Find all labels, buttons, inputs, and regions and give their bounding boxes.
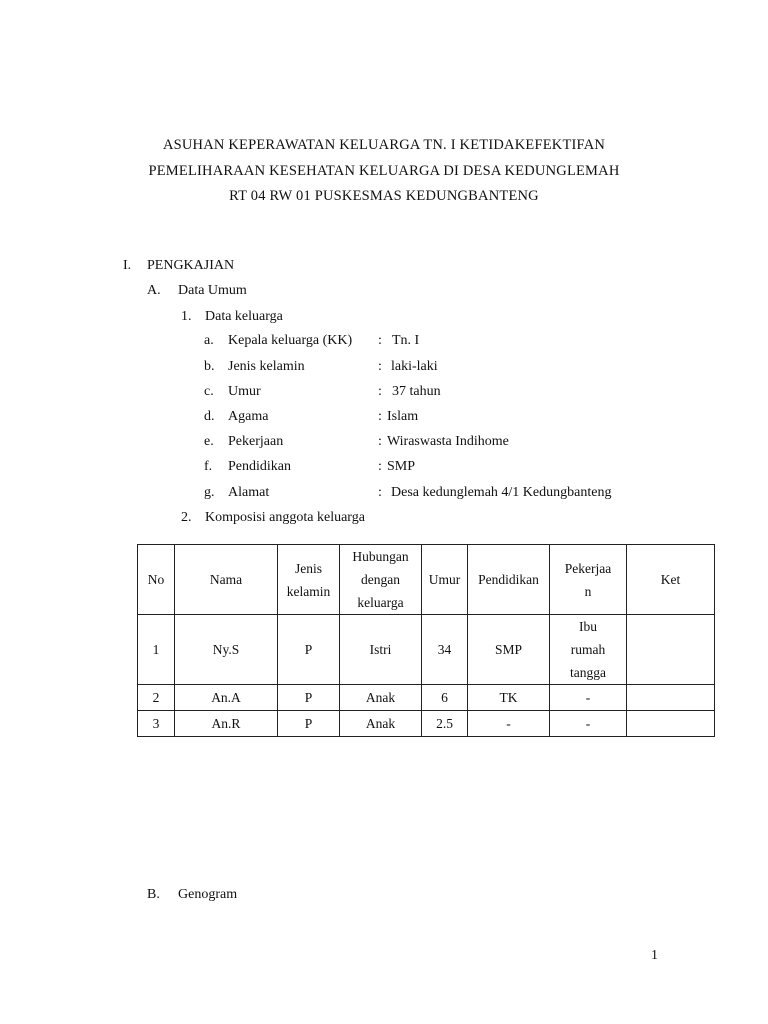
cell-ket bbox=[627, 615, 715, 685]
cell-text: Ibu bbox=[579, 619, 597, 634]
cell-pendidikan: - bbox=[468, 711, 550, 737]
header-text: Jenis bbox=[295, 560, 322, 576]
field-value: laki-laki bbox=[391, 359, 438, 374]
field-letter: b. bbox=[204, 359, 215, 374]
field-value: Desa kedunglemah 4/1 Kedungbanteng bbox=[391, 485, 612, 500]
cell-nama: Ny.S bbox=[175, 615, 278, 685]
cell-no: 2 bbox=[138, 685, 175, 711]
header-ket: Ket bbox=[627, 545, 715, 615]
subsection-letter: B. bbox=[147, 887, 160, 902]
item-number: 2. bbox=[181, 510, 192, 525]
field-label: Jenis kelamin bbox=[228, 359, 305, 374]
field-value: Wiraswasta Indihome bbox=[387, 434, 509, 449]
cell-jenis-kelamin: P bbox=[278, 685, 340, 711]
field-letter: d. bbox=[204, 409, 215, 424]
cell-hubungan: Anak bbox=[340, 685, 422, 711]
cell-jenis-kelamin: P bbox=[278, 615, 340, 685]
field-colon: : bbox=[378, 384, 382, 399]
cell-hubungan: Istri bbox=[340, 615, 422, 685]
header-text: Hubungan bbox=[352, 549, 409, 564]
field-value: Tn. I bbox=[392, 333, 420, 348]
header-no: No bbox=[138, 545, 175, 615]
header-pekerjaan bbox=[550, 545, 627, 615]
field-letter: f. bbox=[204, 459, 213, 474]
header-hubungan bbox=[340, 545, 422, 615]
cell-no: 1 bbox=[138, 615, 175, 685]
cell-pekerjaan bbox=[550, 615, 627, 685]
header-text: Pekerjaa bbox=[564, 560, 612, 576]
field-letter: a. bbox=[204, 333, 214, 348]
cell-nama: An.R bbox=[175, 711, 278, 737]
field-letter: e. bbox=[204, 434, 214, 449]
item-number: 1. bbox=[181, 309, 192, 324]
field-colon: : bbox=[378, 434, 382, 449]
field-colon: : bbox=[378, 459, 382, 474]
cell-pekerjaan: - bbox=[550, 685, 627, 711]
cell-pekerjaan: - bbox=[550, 711, 627, 737]
cell-pendidikan: SMP bbox=[468, 615, 550, 685]
field-value: Islam bbox=[387, 409, 419, 424]
cell-no: 3 bbox=[138, 711, 175, 737]
cell-jenis-kelamin: P bbox=[278, 711, 340, 737]
field-label: Pekerjaan bbox=[228, 434, 284, 449]
field-label: Pendidikan bbox=[228, 459, 291, 474]
title-line-2: PEMELIHARAAN KESEHATAN KELUARGA DI DESA KEDUNGLEMAH bbox=[148, 163, 620, 179]
field-label: Agama bbox=[228, 409, 269, 424]
section-number: I. bbox=[123, 258, 132, 273]
field-value: 37 tahun bbox=[392, 384, 441, 399]
cell-ket bbox=[627, 685, 715, 711]
cell-pendidikan: TK bbox=[468, 685, 550, 711]
table-row bbox=[138, 615, 715, 685]
cell-umur: 6 bbox=[422, 685, 468, 711]
cell-umur: 2.5 bbox=[422, 711, 468, 737]
header-text: n bbox=[584, 583, 592, 599]
subsection-letter: A. bbox=[147, 283, 161, 298]
title-line-3: RT 04 RW 01 PUSKESMAS KEDUNGBANTENG bbox=[229, 188, 539, 204]
section-heading: PENGKAJIAN bbox=[147, 258, 235, 273]
cell-text: tangga bbox=[570, 665, 606, 680]
field-colon: : bbox=[378, 409, 382, 424]
header-umur: Umur bbox=[422, 545, 468, 615]
table-row bbox=[138, 685, 715, 711]
cell-ket bbox=[627, 711, 715, 737]
header-nama: Nama bbox=[175, 545, 278, 615]
cell-text: rumah bbox=[570, 642, 606, 657]
header-text: dengan bbox=[361, 572, 400, 587]
subsection-heading: Genogram bbox=[178, 887, 238, 902]
family-composition-table bbox=[137, 544, 715, 737]
item-heading: Data keluarga bbox=[205, 309, 283, 324]
page-number: 1 bbox=[651, 948, 658, 963]
header-pendidikan: Pendidikan bbox=[468, 545, 550, 615]
subsection-heading: Data Umum bbox=[178, 283, 247, 298]
field-label: Umur bbox=[228, 384, 261, 399]
cell-umur: 34 bbox=[422, 615, 468, 685]
title-line-1: ASUHAN KEPERAWATAN KELUARGA TN. I KETIDAKEFEKTIFAN bbox=[162, 137, 606, 153]
field-letter: c. bbox=[204, 384, 214, 399]
cell-hubungan: Anak bbox=[340, 711, 422, 737]
header-jenis-kelamin bbox=[278, 545, 340, 615]
table-row bbox=[138, 711, 715, 737]
header-text: kelamin bbox=[286, 583, 331, 599]
field-colon: : bbox=[378, 333, 382, 348]
field-label: Alamat bbox=[228, 485, 270, 500]
table-header-row bbox=[138, 545, 715, 615]
field-label: Kepala keluarga (KK) bbox=[228, 333, 353, 348]
cell-nama: An.A bbox=[175, 685, 278, 711]
field-letter: g. bbox=[204, 485, 215, 500]
field-value: SMP bbox=[387, 459, 416, 474]
field-colon: : bbox=[378, 359, 382, 374]
item-heading: Komposisi anggota keluarga bbox=[205, 510, 365, 525]
field-colon: : bbox=[378, 485, 382, 500]
header-text: keluarga bbox=[357, 595, 404, 610]
